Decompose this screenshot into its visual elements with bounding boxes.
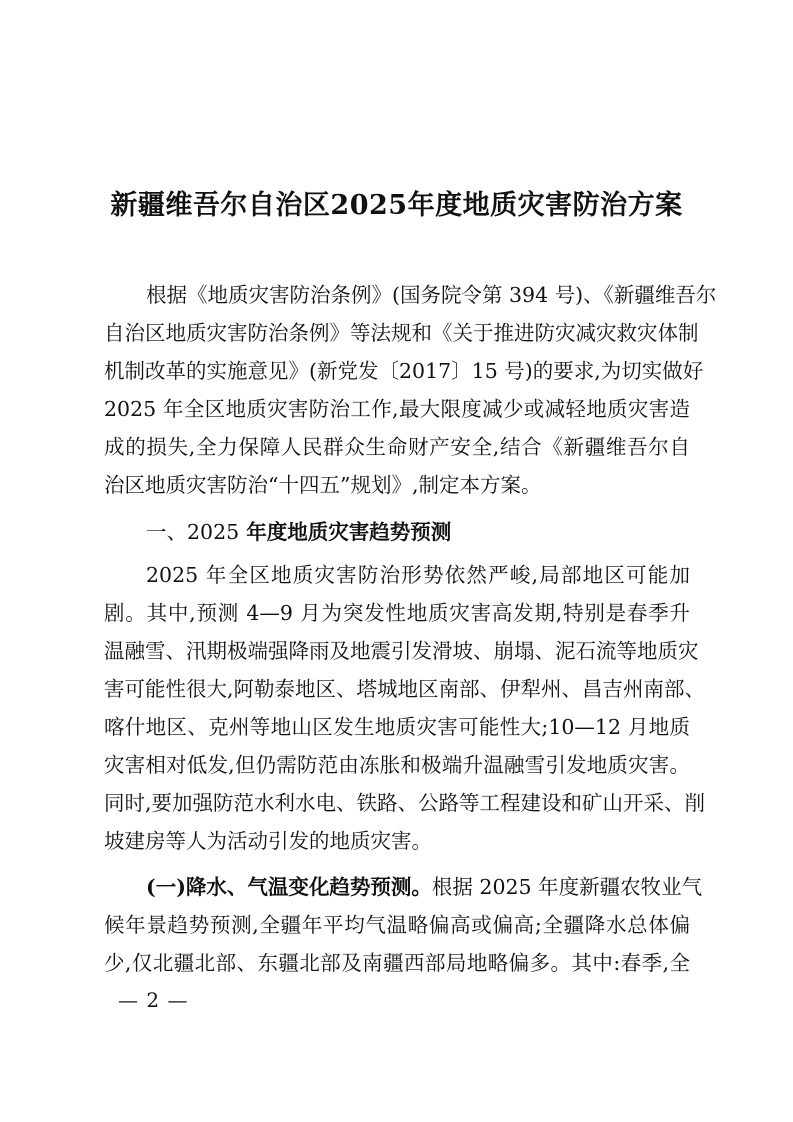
section-1-line-2: 剧。其中,预测 4—9 月为突发性地质灾害高发期,特别是春季升 [104,601,690,625]
section-1-line-6: 灾害相对低发,但仍需防范由冻胀和极端升温融雪引发地质灾害。 [104,753,690,777]
subsection-1-heading: (一)降水、气温变化趋势预测。 [146,875,432,899]
section-1-number: 一、2025 [146,520,240,544]
intro-line-2: 自治区地质灾害防治条例》等法规和《关于推进防灾减灾救灾体制 [104,321,699,345]
intro-line-5: 成的损失,全力保障人民群众生命财产安全,结合《新疆维吾尔自 [104,435,690,459]
section-1-title: 年度地质灾害趋势预测 [239,520,452,544]
subsection-1-line-3: 少,仅北疆北部、东疆北部及南疆西部局地略偏多。其中:春季,全 [104,951,690,975]
section-1-line-1: 2025 年全区地质灾害防治形势依然严峻,局部地区可能加 [146,563,690,587]
page-number: — 2 — [118,988,189,1012]
section-1-line-7: 同时,要加强防范水利水电、铁路、公路等工程建设和矿山开采、削 [104,791,706,815]
intro-line-4: 2025 年全区地质灾害防治工作,最大限度减少或减轻地质灾害造 [104,397,690,421]
section-1-line-4: 害可能性很大,阿勒泰地区、塔城地区南部、伊犁州、昌吉州南部、 [104,677,706,701]
subsection-1-first-line-rest: 根据 2025 年度新疆农牧业气 [431,875,703,899]
section-1-line-3: 温融雪、汛期极端强降雨及地震引发滑坡、崩塌、泥石流等地质灾 [104,639,699,663]
section-1-line-8: 坡建房等人为活动引发的地质灾害。 [104,829,432,853]
intro-line-3: 机制改革的实施意见》(新党发〔2017〕15 号)的要求,为切实做好 [104,359,704,383]
section-1-line-5: 喀什地区、克州等地山区发生地质灾害可能性大;10—12 月地质 [104,715,690,739]
subsection-1-line-1 [146,872,703,902]
document-title: 新疆维吾尔自治区2025年度地质灾害防治方案 [110,190,683,221]
section-1-heading [146,517,690,547]
subsection-1-line-2: 候年景趋势预测,全疆年平均气温略偏高或偏高;全疆降水总体偏 [104,913,690,937]
intro-line-1: 根据《地质灾害防治条例》(国务院令第 394 号)、《新疆维吾尔 [146,283,717,307]
intro-line-6: 治区地质灾害防治“十四五”规划》,制定本方案。 [104,473,542,497]
